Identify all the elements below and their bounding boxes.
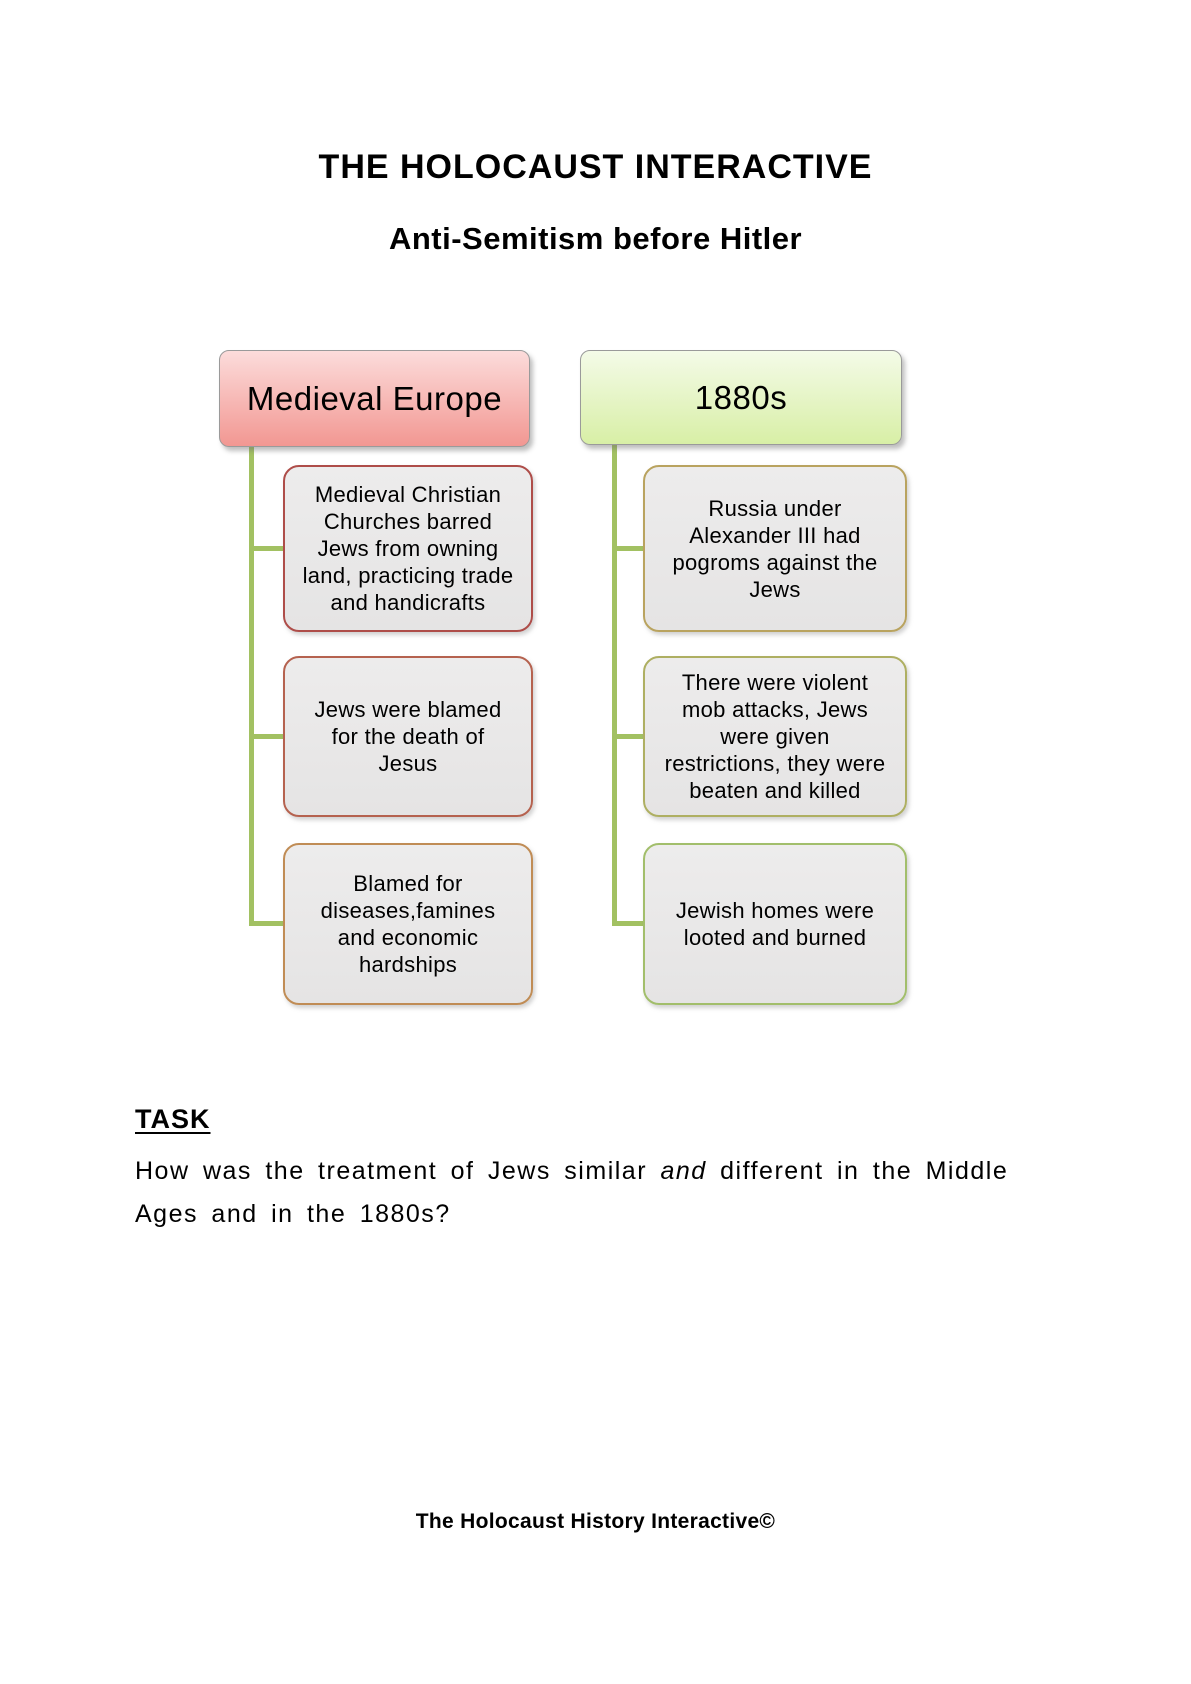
task-question bbox=[135, 1150, 1055, 1236]
diagram-box-text: Medieval Christian Churches barred Jews from owning land, practicing trade and handicrafts bbox=[302, 482, 514, 615]
diagram-box-text: Blamed for diseases,famines and economic hardships bbox=[320, 871, 496, 977]
task-question-italic-word: and bbox=[660, 1157, 707, 1185]
connector-stub bbox=[249, 921, 285, 926]
connector-stub bbox=[612, 546, 645, 551]
connector-stub bbox=[249, 734, 285, 739]
diagram-box-text: Jewish homes were looted and burned bbox=[675, 898, 875, 950]
connector-stub bbox=[612, 734, 645, 739]
diagram-box-1880s-3 bbox=[643, 843, 907, 1005]
diagram-box-text: Jews were blamed for the death of Jesus bbox=[314, 697, 502, 776]
task-question-line2: Ages and in the 1880s? bbox=[135, 1200, 451, 1228]
task-question-part2: different in the Middle bbox=[706, 1157, 1009, 1185]
page-title: THE HOLOCAUST INTERACTIVE bbox=[318, 148, 873, 186]
connector-stub bbox=[612, 921, 645, 926]
task-question-part1: How was the treatment of Jews similar bbox=[135, 1157, 661, 1185]
task-heading: TASK bbox=[135, 1104, 211, 1134]
column-header-label: Medieval Europe bbox=[246, 379, 503, 417]
connector-vertical-left bbox=[249, 445, 254, 926]
diagram-box-medieval-2 bbox=[283, 656, 533, 817]
diagram-box-1880s-1 bbox=[643, 465, 907, 632]
column-header-1880s bbox=[580, 350, 902, 445]
column-header-medieval-europe bbox=[219, 350, 530, 447]
diagram-box-medieval-1 bbox=[283, 465, 533, 632]
diagram-box-medieval-3 bbox=[283, 843, 533, 1005]
diagram-box-text: Russia under Alexander III had pogroms against the Jews bbox=[672, 495, 878, 602]
diagram-box-1880s-2 bbox=[643, 656, 907, 817]
page-subtitle: Anti-Semitism before Hitler bbox=[388, 221, 803, 256]
connector-vertical-right bbox=[612, 443, 617, 926]
diagram-box-text: There were violent mob attacks, Jews were given restrictions, they were beaten and killed bbox=[664, 670, 886, 803]
connector-stub bbox=[249, 546, 285, 551]
column-header-label: 1880s bbox=[694, 378, 788, 416]
page-footer: The Holocaust History Interactive© bbox=[415, 1510, 776, 1533]
